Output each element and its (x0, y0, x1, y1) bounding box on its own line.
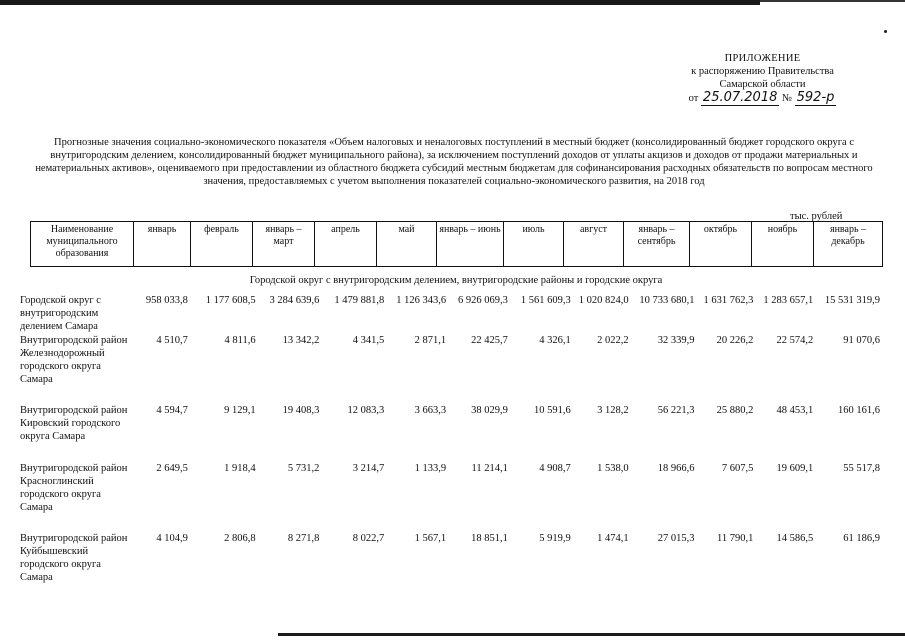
cell-value: 10 591,6 (533, 405, 571, 416)
table-row (20, 404, 880, 462)
scan-bottom-border (278, 633, 905, 636)
scan-speck (884, 30, 887, 33)
table-header (30, 221, 883, 267)
cell-value: 2 649,5 (156, 463, 188, 474)
cell-value: 1 538,0 (597, 463, 629, 474)
appendix-block (640, 52, 885, 105)
column-header-apr: апрель (315, 222, 377, 267)
cell-value: 27 015,3 (657, 533, 695, 544)
scan-top-border-edge (760, 0, 905, 2)
cell-value: 32 339,9 (657, 335, 695, 346)
appendix-line-2: Самарской области (719, 79, 806, 90)
cell-value: 2 806,8 (224, 533, 256, 544)
cell-value: 15 531 319,9 (824, 295, 880, 306)
cell-value: 1 631 762,3 (703, 295, 754, 306)
table-row (20, 462, 880, 532)
unit-label: тыс. рублей (790, 211, 843, 222)
column-header-jan-jun: январь – июнь (437, 222, 504, 267)
cell-value: 4 908,7 (539, 463, 571, 474)
cell-value: 55 517,8 (843, 463, 880, 474)
cell-value: 12 083,3 (347, 405, 385, 416)
cell-value: 1 567,1 (414, 533, 447, 544)
cell-value: 18 966,6 (657, 463, 695, 474)
cell-value: 38 029,9 (471, 405, 508, 416)
cell-value: 8 271,8 (287, 533, 320, 544)
cell-value: 25 880,2 (716, 405, 754, 416)
cell-value: 3 214,7 (352, 463, 385, 474)
cell-value: 3 128,2 (597, 405, 629, 416)
header-row (31, 222, 883, 267)
cell-value: 2 022,2 (597, 335, 629, 346)
scan-top-border (0, 0, 760, 5)
cell-value: 4 510,7 (156, 335, 188, 346)
appendix-line-1: к распоряжению Правительства (691, 66, 834, 77)
document-title: Прогнозные значения социально-экономического показателя «Объем налоговых и неналоговых поступлений в местный бюджет (консолидированный бюджет городского округа с внутригородским делением, консолидированный бюджет муниципального района), за исключением поступлений доходов от уплаты акцизов и доходов от продажи материальных и нематериальных активов», оцениваемого при предоставлении из областного бюджета субсидий местным бюджетам для софинансирования расходных обязательств по вопросам местного значения, предоставляемых с учетом выполнения показателей социально-экономического развития, на 2018 год (35, 137, 873, 187)
cell-value: 1 918,4 (224, 463, 256, 474)
cell-value: 1 283 657,1 (763, 295, 814, 306)
row-name: Городской округ с внутригородским делением Самара (20, 295, 101, 332)
column-header-jan-sep: январь – сентябрь (624, 222, 690, 267)
cell-value: 5 919,9 (539, 533, 571, 544)
cell-value: 1 474,1 (597, 533, 629, 544)
cell-value: 5 731,2 (287, 463, 320, 474)
row-name: Внутригородской район Кировский городского округа Самара (20, 405, 128, 442)
cell-value: 2 871,1 (414, 335, 447, 346)
cell-value: 1 177 608,5 (205, 295, 256, 306)
cell-value: 13 342,2 (282, 335, 320, 346)
row-name: Внутригородской район Красноглинский городского округа Самара (20, 463, 128, 513)
table-row (20, 294, 880, 334)
cell-value: 6 926 069,3 (458, 295, 508, 306)
cell-value: 14 586,5 (776, 533, 814, 544)
date-prefix: от (688, 93, 699, 104)
row-name: Внутригородской район Железнодорожный городского округа Самара (20, 335, 128, 385)
cell-value: 9 129,1 (224, 405, 256, 416)
number-prefix: № (781, 93, 793, 104)
column-header-oct: октябрь (690, 222, 752, 267)
column-header-nov: ноябрь (752, 222, 814, 267)
column-header-jan-dec: январь – декабрь (814, 222, 883, 267)
cell-value: 61 186,9 (843, 533, 880, 544)
cell-value: 1 479 881,8 (334, 295, 385, 306)
cell-value: 22 425,7 (471, 335, 508, 346)
cell-value: 1 126 343,6 (396, 295, 447, 306)
handwritten-date: 25.07.2018 (702, 90, 778, 105)
row-name: Внутригородской район Куйбышевский городского округа Самара (20, 533, 128, 583)
cell-value: 19 408,3 (282, 405, 320, 416)
column-header-jan-mar: январь – март (253, 222, 315, 267)
cell-value: 19 609,1 (776, 463, 814, 474)
cell-value: 4 594,7 (156, 405, 188, 416)
table-row (20, 532, 880, 594)
cell-value: 11 790,1 (716, 533, 754, 544)
cell-value: 1 561 609,3 (520, 295, 571, 306)
cell-value: 91 070,6 (843, 335, 880, 346)
cell-value: 3 284 639,6 (269, 295, 320, 306)
cell-value: 4 104,9 (156, 533, 188, 544)
cell-value: 4 326,1 (539, 335, 571, 346)
cell-value: 56 221,3 (657, 405, 695, 416)
cell-value: 10 733 680,1 (639, 295, 695, 306)
cell-value: 18 851,1 (471, 533, 508, 544)
cell-value: 4 811,6 (224, 335, 256, 346)
cell-value: 958 033,8 (145, 295, 188, 306)
appendix-title: ПРИЛОЖЕНИЕ (724, 53, 801, 64)
column-header-jul: июль (504, 222, 564, 267)
section-title: Городской округ с внутригородским делением, внутригородские районы и городские округа (249, 275, 663, 286)
column-header-feb: февраль (191, 222, 253, 267)
table-body (20, 294, 880, 594)
column-header-aug: август (564, 222, 624, 267)
cell-value: 160 161,6 (838, 405, 880, 416)
cell-value: 4 341,5 (352, 335, 385, 346)
handwritten-number: 592-р (796, 90, 835, 105)
appendix-date-line (640, 91, 885, 105)
cell-value: 7 607,5 (721, 463, 754, 474)
cell-value: 48 453,1 (776, 405, 814, 416)
cell-value: 20 226,2 (716, 335, 754, 346)
cell-value: 22 574,2 (776, 335, 814, 346)
column-header-name: Наименование муниципального образования (31, 222, 134, 267)
column-header-may: май (377, 222, 437, 267)
cell-value: 3 663,3 (414, 405, 447, 416)
cell-value: 1 020 824,0 (578, 295, 629, 306)
column-header-jan: январь (134, 222, 191, 267)
cell-value: 1 133,9 (414, 463, 447, 474)
table-row (20, 334, 880, 404)
cell-value: 11 214,1 (471, 463, 508, 474)
cell-value: 8 022,7 (352, 533, 385, 544)
